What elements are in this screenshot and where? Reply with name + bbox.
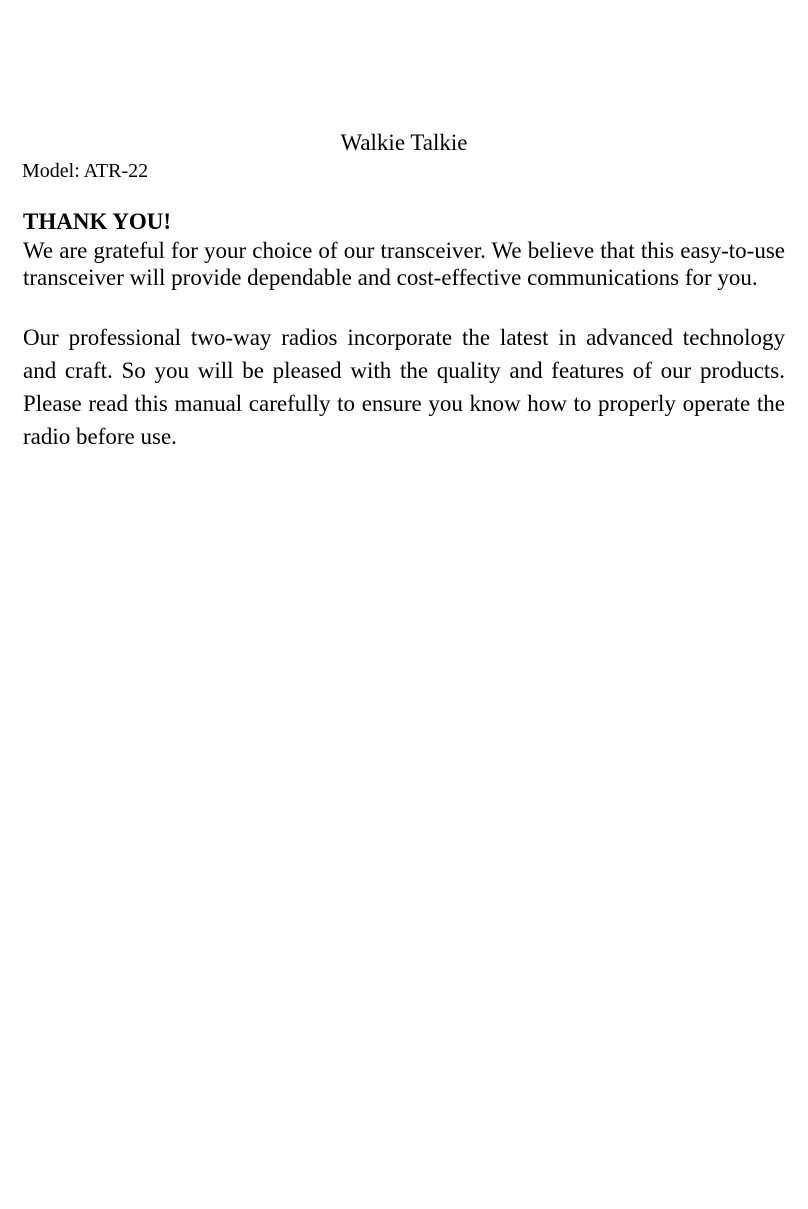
features-paragraph: Our professional two-way radios incorporate the latest in advanced technology and craft. So you will be pleased with the quality and features of our products. Please read this manual carefully to ensure you know how to properly operate the radio before use.	[23, 325, 785, 449]
document-title: Walkie Talkie	[340, 130, 468, 155]
thank-you-heading: THANK YOU!	[23, 209, 172, 234]
intro-paragraph: We are grateful for your choice of our transceiver. We believe that this easy-to-use transceiver will provide dependable and cost-effective communications for you.	[23, 238, 785, 290]
model-label: Model: ATR-22	[22, 160, 149, 182]
